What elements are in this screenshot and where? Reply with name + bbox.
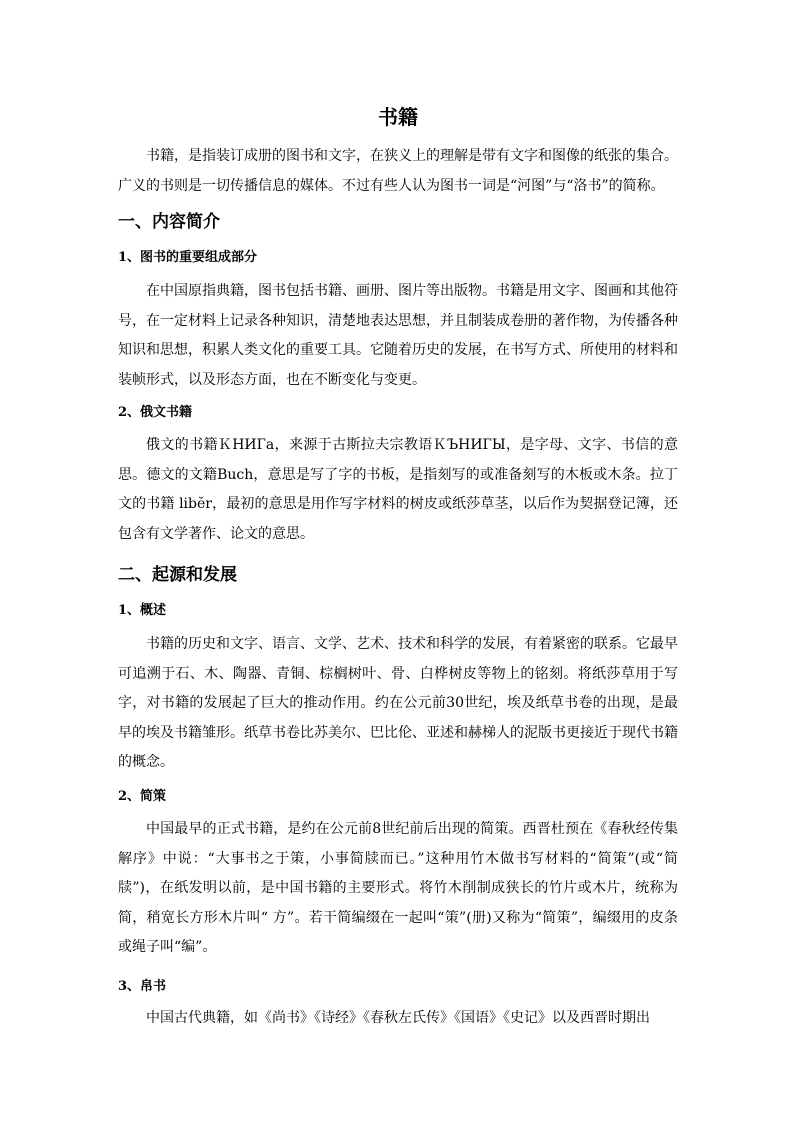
subsection-heading-russian: 2、俄文书籍 <box>118 405 193 420</box>
subsection-heading-components: 1、图书的重要组成部分 <box>118 250 258 265</box>
subsection-heading-bamboo-slips: 2、简策 <box>118 789 167 804</box>
paragraph-summary: 书籍的历史和文字、语言、文学、艺术、技术和科学的发展，有着紧密的联系。它最早可追溯于石、木、陶器、青铜、棕榈树叶、骨、白桦树皮等物上的铭刻。将纸莎草用于写字，对书籍的发展起了巨大的推动作用。约在公元前30世纪，埃及纸草书卷的出现，是最早的埃及书籍雏形。纸草书卷比苏美尔、巴比伦、亚述和赫梯人的泥版书更接近于现代书籍的概念。 <box>118 636 678 770</box>
intro-paragraph: 书籍，是指装订成册的图书和文字，在狭义上的理解是带有文字和图像的纸张的集合。广义的书则是一切传播信息的媒体。不过有些人认为图书一词是“河图”与“洛书”的简称。 <box>118 148 678 194</box>
paragraph-components: 在中国原指典籍，图书包括书籍、画册、图片等出版物。书籍是用文字、图画和其他符号，在一定材料上记录各种知识，清楚地表达思想，并且制装成卷册的著作物，为传播各种知识和思想，积累人类文化的重要工具。它随着历史的发展，在书写方式、所使用的材料和装帧形式，以及形态方面，也在不断变化与变更。 <box>118 283 678 388</box>
paragraph-bamboo-slips: 中国最早的正式书籍，是约在公元前8世纪前后出现的简策。西晋杜预在《春秋经传集解序》中说：“大事书之于策，小事简牍而已。”这种用竹木做书写材料的“简策”(或“简牍”)，在纸发明以前，是中国书籍的主要形式。将竹木削制成狭长的竹片或木片，统称为简，稍宽长方形木片叫“ 方”。若干简编缀在一起叫“策”(册)又称为“简策”，编缀用的皮条或绳子叫“编”。 <box>118 821 678 955</box>
document-title: 书籍 <box>378 105 418 129</box>
section-heading-origin: 二、起源和发展 <box>118 565 237 585</box>
subsection-heading-summary: 1、概述 <box>118 603 167 618</box>
paragraph-silk-books: 中国古代典籍，如《尚书》《诗经》《春秋左氏传》《国语》《史记》以及西晋时期出 <box>146 1010 650 1026</box>
section-heading-overview: 一、内容简介 <box>118 212 220 232</box>
subsection-heading-silk-books: 3、帛书 <box>118 979 167 994</box>
paragraph-russian: 俄文的书籍ＫНИГа，来源于古斯拉夫宗教语ＫЪНИГЫ，是字母、文字、书信的意思。德文的文籍Buch，意思是写了字的书板，是指刻写的或准备刻写的木板或木条。拉丁文的书籍 libĕr，最初的意思是用作写字材料的树皮或纸莎草茎，以后作为契据登记簿，还包含有文学著作、论文的意思。 <box>118 437 678 542</box>
